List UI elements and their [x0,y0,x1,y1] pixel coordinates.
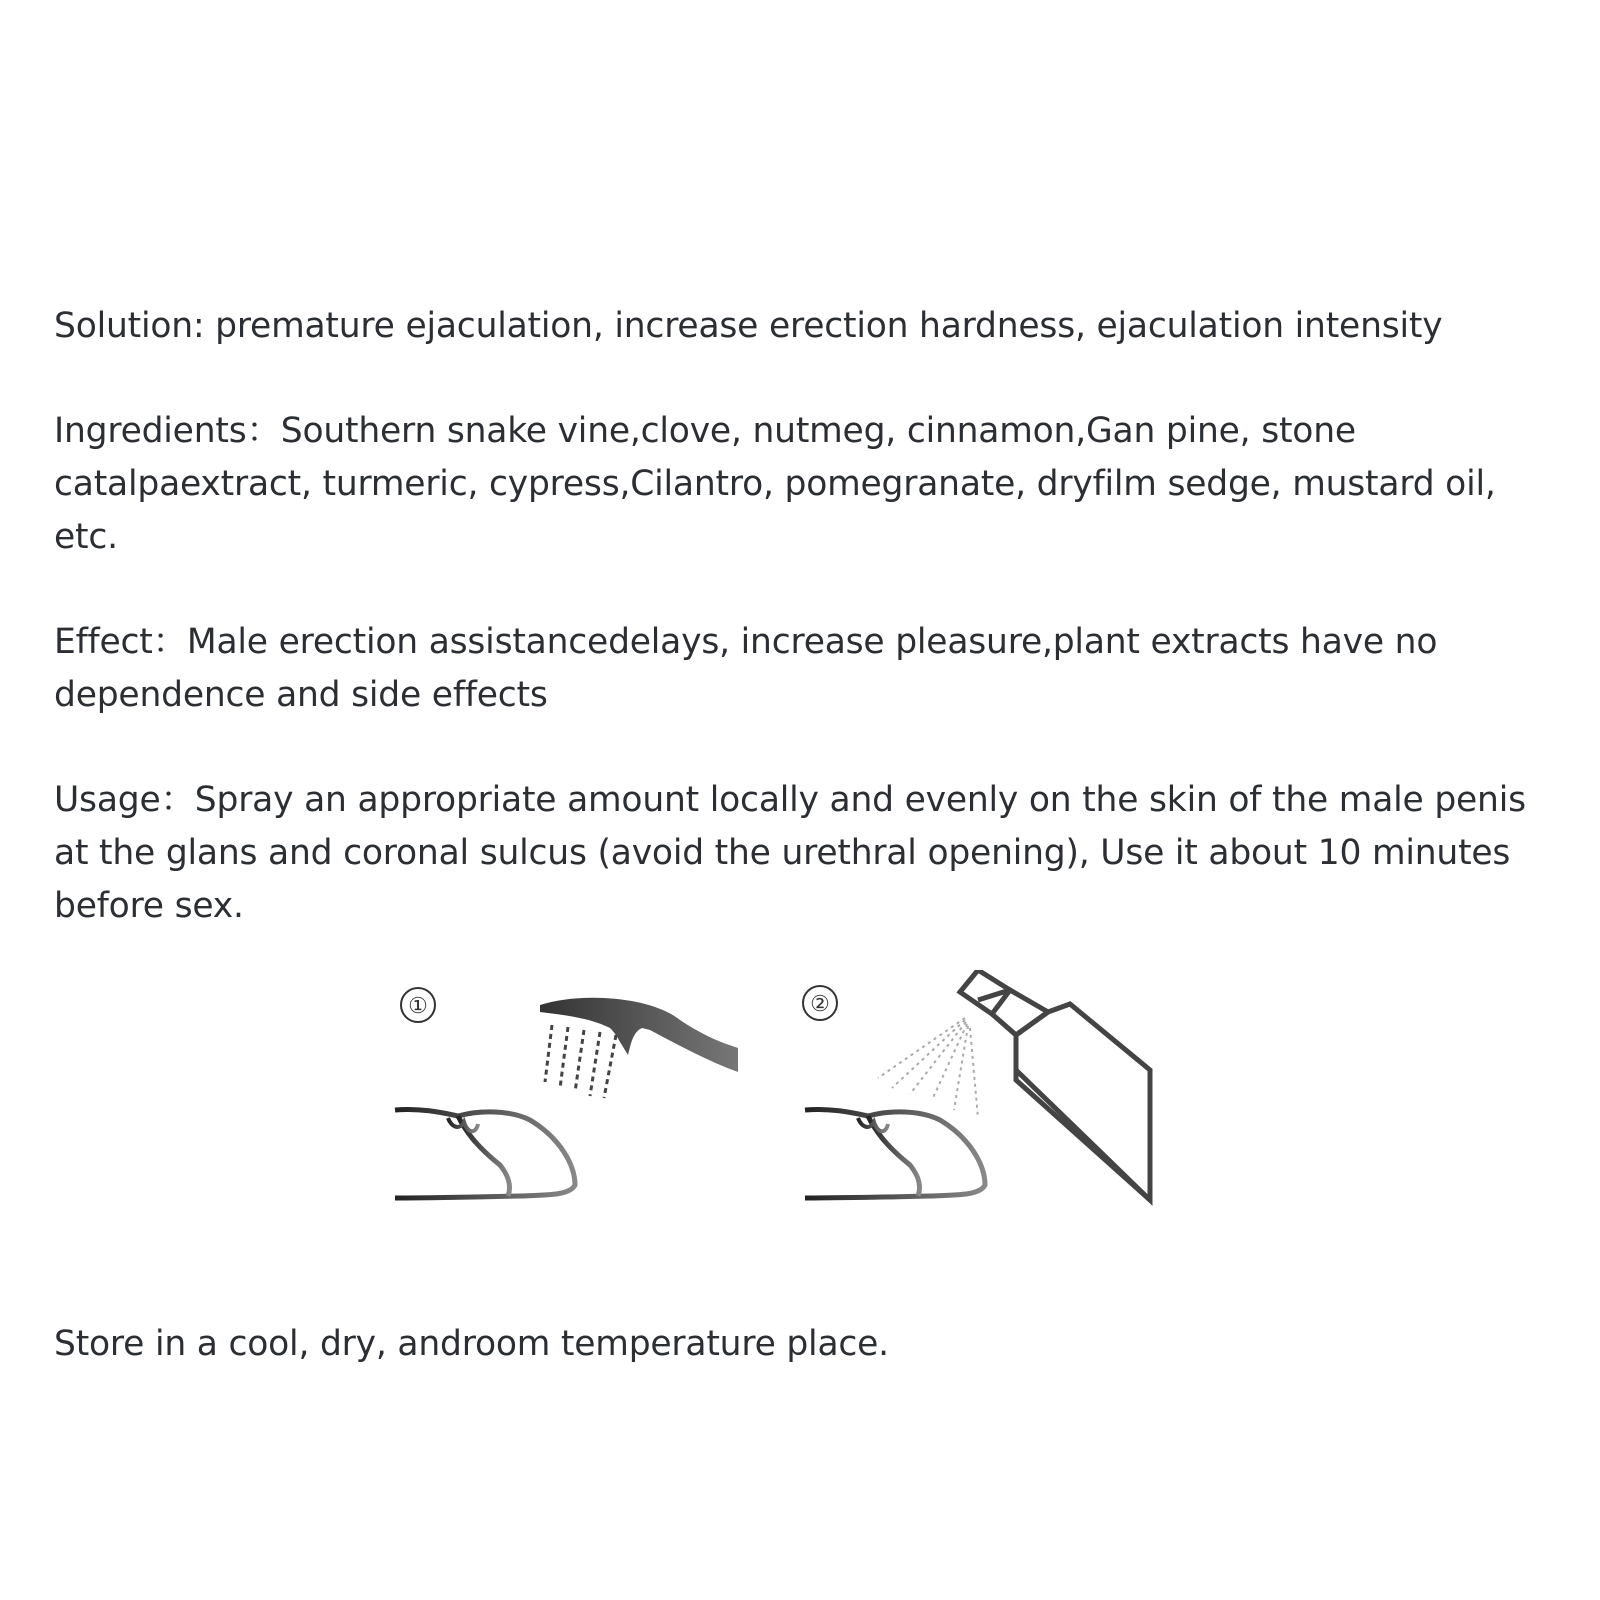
step-1 [395,988,738,1198]
product-description [54,300,1554,933]
usage-illustration-svg [380,970,1200,1240]
usage-illustrations [380,970,1200,1240]
glans-outline-right [805,1109,985,1198]
spray-nozzle-icon [540,998,738,1098]
storage-text: Store in a cool, dry, androom temperature place. [54,1324,889,1364]
solution-text: Solution: premature ejaculation, increase erection hardness, ejaculation intensity [54,306,1443,346]
effect-text: Effect：Male erection assistancedelays, increase pleasure,plant extracts have no dependence and side effects [54,622,1438,715]
glans-outline-left [395,1109,575,1198]
spray-mist [878,1018,978,1118]
step-1-number: ① [408,994,428,1019]
spray-bottle-icon [960,970,1150,1200]
usage-text: Usage：Spray an appropriate amount locally and evenly on the skin of the male penis at the glans and coronal sulcus (avoid the urethral opening), Use it about 10 minutes before sex. [54,780,1526,926]
step-2-number: ② [810,992,830,1017]
ingredients-text: Ingredients：Southern snake vine,clove, nutmeg, cinnamon,Gan pine, stone catalpaextract, turmeric, cypress,Cilantro, pomegranate, dryfilm sedge, mustard oil, etc. [54,411,1496,557]
step-2 [803,970,1150,1200]
